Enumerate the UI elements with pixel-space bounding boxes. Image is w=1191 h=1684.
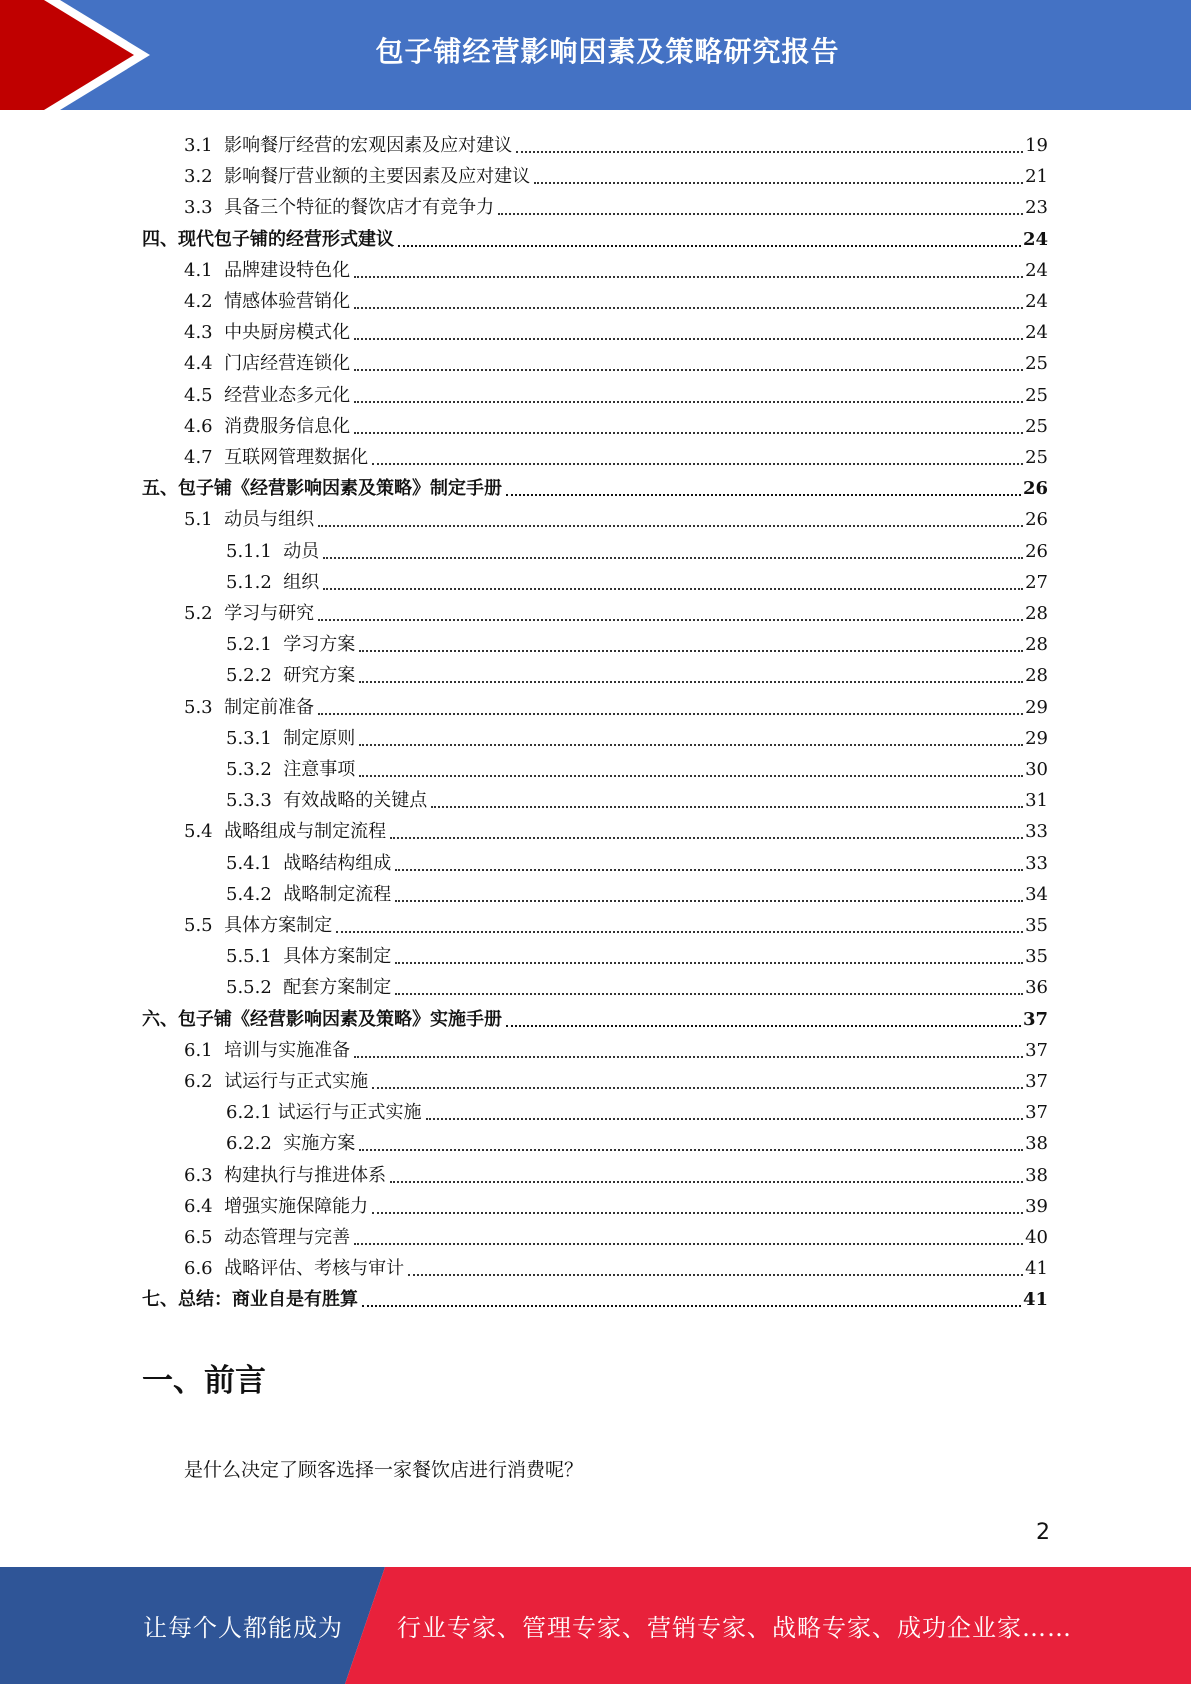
toc-dot-leader	[354, 369, 1023, 371]
toc-entry-label: 七、总结：商业自是有胜算	[142, 1289, 358, 1311]
toc-entry-page: 30	[1025, 759, 1048, 780]
toc-entry-label: 6.3 构建执行与推进体系	[184, 1164, 387, 1186]
section-heading: 一、前言	[142, 1363, 266, 1399]
toc-entry-label: 6.6 战略评估、考核与审计	[184, 1258, 405, 1280]
toc-entry[interactable]	[184, 159, 1048, 190]
toc-entry[interactable]	[226, 752, 1048, 783]
toc-entry-page: 37	[1022, 1008, 1048, 1030]
toc-entry[interactable]	[184, 1220, 1048, 1251]
toc-entry-page: 35	[1025, 915, 1048, 936]
toc-dot-leader	[318, 619, 1023, 621]
toc-dot-leader	[359, 1149, 1023, 1151]
toc-dot-leader	[426, 1118, 1024, 1120]
toc-entry-page: 25	[1025, 447, 1048, 468]
toc-entry[interactable]	[142, 1282, 1048, 1313]
toc-entry-page: 24	[1025, 322, 1048, 344]
toc-dot-leader	[359, 681, 1023, 683]
toc-entry-label: 4.1 品牌建设特色化	[184, 259, 351, 281]
toc-entry-label: 5.2.2 研究方案	[226, 665, 356, 687]
toc-entry-page: 33	[1025, 852, 1048, 874]
toc-entry-label: 4.4 门店经营连锁化	[184, 353, 351, 375]
footer-slogan-right: 行业专家、管理专家、营销专家、战略专家、成功企业家……	[397, 1614, 1072, 1642]
toc-dot-leader	[498, 213, 1023, 215]
toc-entry-label: 5.3 制定前准备	[184, 696, 315, 718]
toc-entry[interactable]	[226, 783, 1048, 814]
toc-entry-page: 29	[1025, 696, 1048, 718]
toc-entry-page: 24	[1025, 291, 1048, 312]
toc-dot-leader	[372, 463, 1023, 465]
toc-entry-page: 33	[1025, 821, 1048, 843]
toc-entry-label: 5.5.2 配套方案制定	[226, 977, 392, 999]
toc-dot-leader	[336, 931, 1023, 933]
toc-entry-label: 5.1 动员与组织	[184, 509, 315, 531]
toc-entry[interactable]	[184, 690, 1048, 721]
toc-entry[interactable]	[184, 128, 1048, 159]
page-header	[0, 0, 1191, 110]
toc-entry-label: 5.1.1 动员	[226, 540, 320, 562]
toc-dot-leader	[354, 307, 1023, 309]
toc-dot-leader	[359, 775, 1023, 777]
toc-dot-leader	[506, 1025, 1021, 1027]
toc-entry[interactable]	[226, 970, 1048, 1001]
toc-dot-leader	[359, 744, 1023, 746]
toc-entry-page: 34	[1025, 883, 1048, 905]
toc-dot-leader	[323, 588, 1023, 590]
toc-entry-page: 37	[1025, 1102, 1048, 1124]
toc-entry-label: 4.3 中央厨房模式化	[184, 322, 351, 344]
toc-entry[interactable]	[184, 315, 1048, 346]
toc-entry-label: 5.5 具体方案制定	[184, 915, 333, 936]
toc-entry[interactable]	[184, 409, 1048, 440]
toc-entry-page: 25	[1025, 353, 1048, 375]
toc-entry[interactable]	[184, 814, 1048, 845]
toc-dot-leader	[506, 494, 1021, 496]
toc-dot-leader	[354, 432, 1023, 434]
toc-entry-page: 39	[1025, 1195, 1048, 1217]
toc-dot-leader	[318, 713, 1023, 715]
toc-entry[interactable]	[184, 502, 1048, 533]
toc-entry-label: 5.1.2 组织	[226, 571, 320, 593]
toc-dot-leader	[372, 1087, 1023, 1089]
toc-entry[interactable]	[142, 222, 1048, 253]
toc-entry-label: 6.2.1 试运行与正式实施	[226, 1102, 422, 1124]
toc-entry[interactable]	[184, 1251, 1048, 1282]
page-footer	[0, 1567, 1191, 1684]
toc-entry-label: 五、包子铺《经营影响因素及策略》制定手册	[142, 478, 502, 500]
toc-dot-leader	[362, 1305, 1021, 1307]
toc-entry-page: 37	[1025, 1039, 1048, 1061]
toc-entry[interactable]	[184, 284, 1048, 315]
toc-dot-leader	[395, 869, 1023, 871]
toc-entry-label: 六、包子铺《经营影响因素及策略》实施手册	[142, 1008, 502, 1030]
toc-entry-label: 5.3.3 有效战略的关键点	[226, 790, 428, 812]
toc-entry-label: 3.3 具备三个特征的餐饮店才有竞争力	[184, 197, 495, 219]
toc-entry-page: 41	[1025, 1258, 1048, 1280]
toc-entry[interactable]	[226, 1095, 1048, 1126]
toc-entry-page: 26	[1025, 509, 1048, 531]
toc-entry-page: 37	[1025, 1071, 1048, 1092]
toc-dot-leader	[516, 151, 1023, 153]
toc-dot-leader	[354, 338, 1023, 340]
toc-entry-label: 5.2.1 学习方案	[226, 634, 356, 656]
toc-entry-label: 6.1 培训与实施准备	[184, 1039, 351, 1061]
toc-entry-label: 5.4 战略组成与制定流程	[184, 821, 387, 843]
toc-entry-label: 6.4 增强实施保障能力	[184, 1195, 369, 1217]
toc-entry-page: 28	[1025, 634, 1048, 656]
toc-entry-page: 26	[1022, 478, 1048, 500]
toc-dot-leader	[398, 245, 1021, 247]
toc-entry-page: 41	[1022, 1289, 1048, 1311]
toc-entry-page: 29	[1025, 727, 1048, 749]
toc-dot-leader	[354, 1243, 1023, 1245]
toc-entry[interactable]	[142, 471, 1048, 502]
toc-entry-label: 4.6 消费服务信息化	[184, 415, 351, 437]
toc-entry-label: 5.3.1 制定原则	[226, 727, 356, 749]
toc-entry-page: 28	[1025, 665, 1048, 687]
toc-entry[interactable]	[184, 1033, 1048, 1064]
toc-dot-leader	[395, 962, 1023, 964]
toc-entry-label: 5.2 学习与研究	[184, 603, 315, 624]
toc-dot-leader	[395, 993, 1023, 995]
toc-entry[interactable]	[184, 1064, 1048, 1095]
toc-entry-page: 25	[1025, 415, 1048, 437]
toc-dot-leader	[534, 182, 1023, 184]
toc-entry[interactable]	[226, 939, 1048, 970]
toc-entry-page: 24	[1025, 259, 1048, 281]
toc-entry[interactable]	[226, 565, 1048, 596]
toc-entry[interactable]	[184, 190, 1048, 221]
toc-entry[interactable]	[226, 534, 1048, 565]
toc-entry-label: 5.5.1 具体方案制定	[226, 946, 392, 968]
toc-entry[interactable]	[226, 658, 1048, 689]
toc-dot-leader	[372, 1212, 1023, 1214]
footer-slogan-left: 让每个人都能成为	[143, 1614, 343, 1642]
body-paragraph: 是什么决定了顾客选择一家餐饮店进行消费呢？	[184, 1459, 584, 1481]
toc-entry[interactable]	[184, 1158, 1048, 1189]
toc-entry-page: 25	[1025, 384, 1048, 406]
toc-entry[interactable]	[184, 596, 1048, 627]
toc-entry[interactable]	[184, 378, 1048, 409]
toc-entry[interactable]	[226, 627, 1048, 658]
toc-dot-leader	[359, 650, 1023, 652]
toc-entry[interactable]	[184, 253, 1048, 284]
toc-entry[interactable]	[184, 346, 1048, 377]
toc-dot-leader	[390, 837, 1023, 839]
toc-dot-leader	[354, 401, 1023, 403]
toc-entry[interactable]	[184, 440, 1048, 471]
toc-entry-page: 40	[1025, 1227, 1048, 1248]
toc-entry-label: 4.7 互联网管理数据化	[184, 447, 369, 468]
toc-entry-page: 23	[1025, 197, 1048, 219]
toc-entry-page: 24	[1022, 228, 1048, 250]
toc-entry-label: 4.2 情感体验营销化	[184, 291, 351, 312]
toc-entry-label: 6.2.2 实施方案	[226, 1133, 356, 1155]
toc-entry-page: 36	[1025, 977, 1048, 999]
toc-entry-page: 28	[1025, 603, 1048, 624]
toc-entry[interactable]	[226, 721, 1048, 752]
toc-dot-leader	[390, 1181, 1023, 1183]
toc-entry[interactable]	[226, 877, 1048, 908]
toc-entry[interactable]	[184, 908, 1048, 939]
toc-entry-label: 5.3.2 注意事项	[226, 759, 356, 780]
toc-entry-label: 5.4.1 战略结构组成	[226, 852, 392, 874]
toc-entry-page: 26	[1025, 540, 1048, 562]
toc-dot-leader	[354, 276, 1023, 278]
toc-entry-label: 3.2 影响餐厅营业额的主要因素及应对建议	[184, 166, 531, 188]
toc-entry-label: 6.5 动态管理与完善	[184, 1227, 351, 1248]
toc-dot-leader	[323, 557, 1023, 559]
toc-entry-page: 38	[1025, 1133, 1048, 1155]
document-title: 包子铺经营影响因素及策略研究报告	[375, 35, 840, 68]
toc-dot-leader	[431, 806, 1023, 808]
toc-entry-page: 31	[1025, 790, 1048, 812]
toc-entry-label: 3.1 影响餐厅经营的宏观因素及应对建议	[184, 135, 513, 156]
page-number: 2	[1036, 1520, 1050, 1545]
toc-entry-page: 35	[1025, 946, 1048, 968]
toc-entry[interactable]	[226, 1126, 1048, 1157]
toc-entry[interactable]	[142, 1002, 1048, 1033]
toc-entry-label: 6.2 试运行与正式实施	[184, 1071, 369, 1092]
toc-entry-page: 21	[1025, 166, 1048, 188]
toc-dot-leader	[395, 900, 1023, 902]
toc-entry-label: 四、现代包子铺的经营形式建议	[142, 228, 394, 250]
toc-dot-leader	[408, 1274, 1023, 1276]
toc-entry[interactable]	[184, 1189, 1048, 1220]
toc-dot-leader	[354, 1056, 1023, 1058]
toc-dot-leader	[318, 525, 1023, 527]
toc-entry-label: 5.4.2 战略制定流程	[226, 883, 392, 905]
toc-entry-label: 4.5 经营业态多元化	[184, 384, 351, 406]
toc-entry-page: 27	[1025, 571, 1048, 593]
toc-entry[interactable]	[226, 846, 1048, 877]
toc-entry-page: 38	[1025, 1164, 1048, 1186]
toc-entry-page: 19	[1025, 135, 1048, 156]
